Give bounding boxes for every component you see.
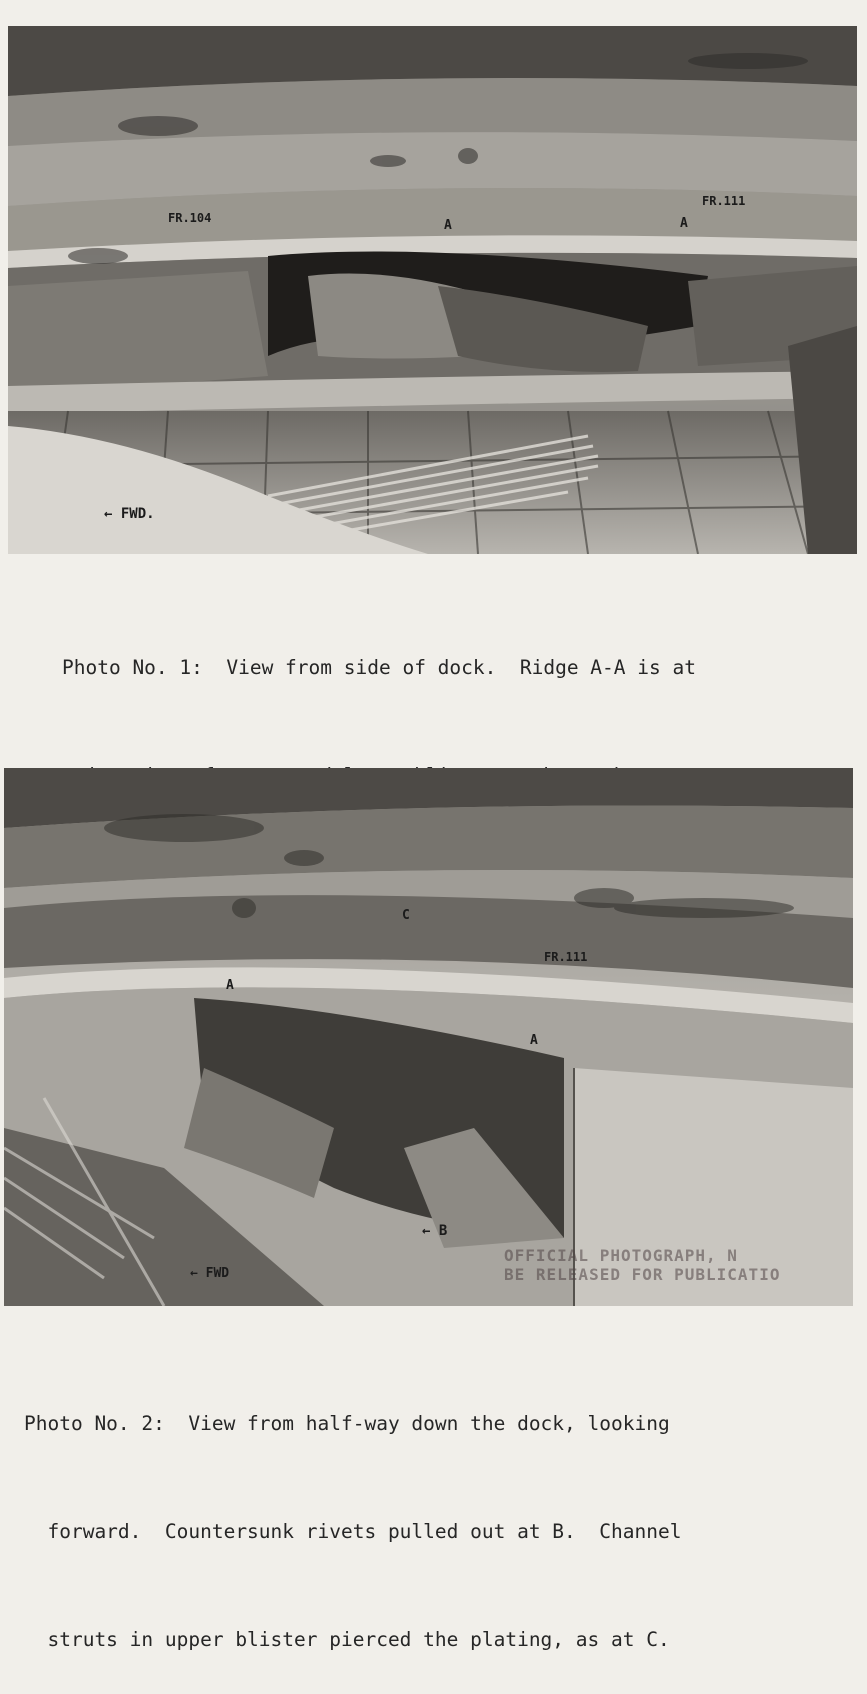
forward-label-text: FWD. [120,506,155,522]
photo-2-caption [24,1334,844,1694]
photo-2-hull-damage-forward-view [4,768,853,1306]
forward-label-text: FWD [205,1266,230,1281]
photo-1-hull-damage-side-view [8,26,857,554]
ridge-label-a-right: A [530,1033,538,1048]
caption-line: struts in upper blister pierced the plating, as at C. [24,1628,670,1651]
photo-1-image [8,26,857,554]
watermark-line: BE RELEASED FOR PUBLICATIO [504,1265,781,1284]
caption-line: Photo No. 1: View from side of dock. Ridge A-A is at [62,656,696,679]
frame-label-104: FR.104 [168,211,212,225]
frame-label-111: FR.111 [702,194,746,208]
forward-arrow-label: ← FWD [190,1266,230,1281]
ridge-label-a-left: A [226,978,234,993]
caption-line: forward. Countersunk rivets pulled out at B. Channel [24,1520,682,1543]
frame-label-111: FR.111 [544,950,588,964]
caption-line: Photo No. 2: View from half-way down the dock, looking [24,1412,670,1435]
official-photograph-watermark [504,1246,780,1284]
ridge-label-a-left: A [444,218,452,233]
forward-arrow-label: ← FWD. [104,506,155,522]
watermark-line: OFFICIAL PHOTOGRAPH, N [504,1246,738,1265]
point-label-b: ← B [422,1223,448,1239]
point-label-b-text: B [438,1223,448,1239]
ridge-label-a-right: A [680,216,688,231]
point-label-c: C [402,908,410,923]
